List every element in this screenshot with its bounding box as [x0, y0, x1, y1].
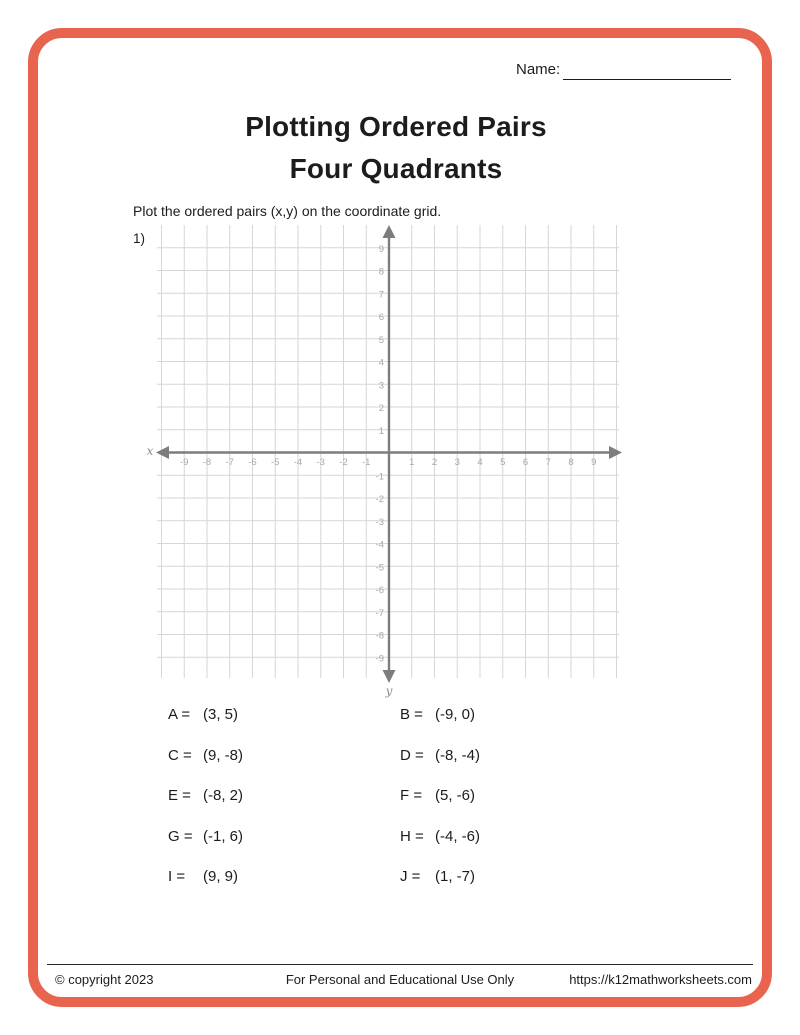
y-tick-label: -5	[375, 562, 384, 574]
pair-label: D =	[400, 746, 424, 764]
ordered-pair-row	[400, 787, 480, 805]
y-tick-label: 1	[378, 425, 384, 437]
x-tick-label: 9	[591, 457, 597, 468]
x-tick-label: -9	[180, 457, 189, 468]
x-tick-label: 7	[545, 457, 551, 468]
y-tick-label: -8	[375, 630, 384, 642]
y-tick-label: 7	[378, 289, 384, 301]
x-tick-label: -4	[293, 457, 303, 468]
x-axis-left-arrowhead-icon	[156, 446, 169, 459]
ordered-pair-row	[168, 787, 400, 805]
problem-number: 1)	[133, 231, 146, 246]
pair-label: E =	[168, 787, 191, 804]
x-tick-label: 4	[477, 457, 483, 468]
y-tick-label: -7	[375, 607, 384, 619]
page-title-line1: Plotting Ordered Pairs	[245, 111, 547, 142]
ordered-pair-row	[400, 868, 480, 886]
x-tick-label: 5	[500, 457, 506, 468]
y-tick-label: 5	[378, 334, 384, 346]
pair-value: (-8, -4)	[435, 746, 480, 764]
ordered-pair-row	[168, 828, 400, 846]
y-tick-label: 8	[378, 266, 384, 278]
instruction-text: Plot the ordered pairs (x,y) on the coordinate grid.	[133, 203, 442, 219]
x-tick-label: 1	[409, 457, 415, 468]
pairs-grid	[168, 706, 480, 886]
pair-value: (3, 5)	[203, 706, 239, 723]
x-tick-label: -3	[316, 457, 325, 468]
y-tick-label: -2	[375, 494, 384, 505]
x-tick-label: -8	[202, 457, 212, 468]
ordered-pair-row	[400, 706, 480, 724]
y-tick-label: 3	[378, 380, 384, 392]
y-axis-top-arrowhead-icon	[383, 225, 396, 238]
x-tick-label: -5	[271, 457, 280, 468]
page-title-line2: Four Quadrants	[289, 153, 503, 184]
pair-label: C =	[168, 746, 192, 764]
pair-value: (-4, -6)	[435, 827, 480, 845]
y-tick-label: -3	[375, 516, 384, 528]
coordinate-grid-svg[interactable]	[140, 218, 640, 700]
x-tick-label: -6	[248, 457, 257, 468]
pair-value: (1, -7)	[435, 868, 476, 885]
ordered-pair-row	[168, 706, 400, 724]
y-axis-label: y	[385, 684, 393, 698]
coordinate-grid[interactable]	[140, 218, 640, 700]
name-input-line[interactable]	[563, 79, 731, 80]
pair-label: H =	[400, 827, 424, 845]
footer-divider	[47, 964, 753, 965]
page-title	[0, 106, 792, 190]
x-tick-label: -1	[362, 457, 371, 468]
footer-url-link[interactable]: https://k12mathworksheets.com	[569, 972, 752, 987]
ordered-pair-row	[168, 868, 400, 886]
x-tick-label: 2	[431, 457, 438, 468]
pair-value: (5, -6)	[435, 787, 476, 804]
pair-value: (-1, 6)	[203, 827, 244, 845]
pair-label: I =	[168, 868, 186, 885]
y-tick-label: -9	[375, 653, 384, 665]
y-tick-label: 2	[378, 403, 384, 414]
x-tick-label: 6	[522, 457, 529, 468]
pair-label: B =	[400, 706, 423, 723]
x-tick-label: -2	[339, 457, 348, 468]
pair-value: (9, 9)	[203, 868, 239, 885]
x-axis-label: x	[146, 444, 154, 458]
y-tick-label: -4	[375, 539, 384, 551]
name-label: Name:	[516, 61, 561, 78]
pair-value: (-9, 0)	[435, 706, 476, 723]
x-tick-label: -7	[225, 457, 234, 468]
pair-label: J =	[400, 868, 421, 885]
y-tick-label: -1	[375, 471, 384, 483]
y-tick-label: 9	[378, 243, 384, 255]
ordered-pair-row	[400, 828, 480, 846]
y-tick-label: 6	[378, 312, 384, 323]
pair-value: (-8, 2)	[203, 787, 244, 804]
x-tick-label: 8	[568, 457, 574, 468]
x-axis-right-arrowhead-icon	[609, 446, 622, 459]
pair-label: F =	[400, 787, 423, 804]
y-axis-bottom-arrowhead-icon	[383, 670, 396, 683]
y-tick-label: -6	[375, 585, 384, 596]
ordered-pair-row	[168, 747, 400, 765]
y-tick-label: 4	[378, 357, 384, 369]
pair-value: (9, -8)	[203, 746, 244, 764]
footer-copyright: © copyright 2023	[55, 972, 154, 987]
pair-label: G =	[168, 827, 193, 845]
pair-label: A =	[168, 706, 191, 723]
x-tick-label: 3	[454, 457, 460, 468]
ordered-pair-row	[400, 747, 480, 765]
footer-usage-text: For Personal and Educational Use Only	[285, 972, 515, 987]
